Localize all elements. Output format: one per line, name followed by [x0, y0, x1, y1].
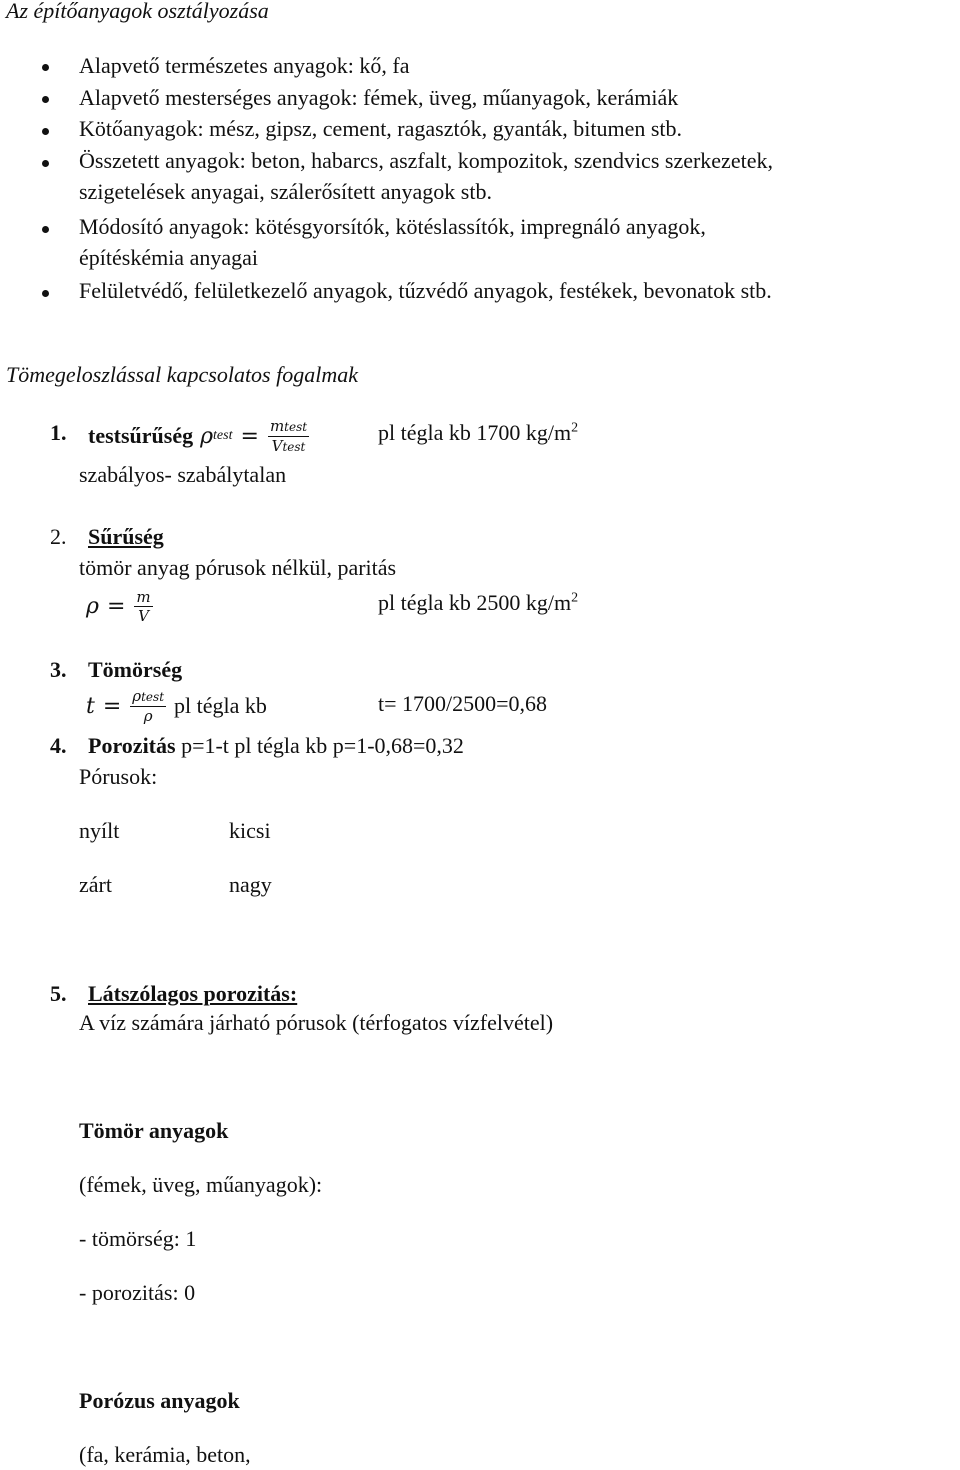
- solid-materials-title: Tömör anyagok: [79, 1118, 229, 1143]
- item-label: Porozitás: [88, 733, 176, 758]
- item-label: Sűrűség: [88, 524, 164, 549]
- rho-symbol: ρ: [200, 423, 214, 449]
- item-number: 3.: [50, 657, 67, 682]
- bullet-dot: [42, 128, 49, 135]
- pore-type: zárt: [79, 872, 112, 897]
- solid-porosity: - porozitás: 0: [79, 1280, 196, 1305]
- fraction: [134, 588, 152, 625]
- density-formula: [86, 584, 157, 628]
- item-number: 5.: [50, 981, 67, 1006]
- denominator: ρ: [143, 707, 153, 725]
- equals-sign: =: [240, 423, 259, 449]
- item-label: Látszólagos porozitás:: [88, 981, 298, 1006]
- calculation: t= 1700/2500=0,68: [378, 691, 548, 716]
- numerator: ρ: [132, 687, 142, 705]
- example-value: pl tégla kb: [174, 693, 267, 718]
- item-note: szabályos- szabálytalan: [79, 462, 287, 487]
- bullet-dot: [42, 290, 49, 297]
- equals-sign: =: [106, 593, 126, 619]
- example-value: pl tégla kb 1700 $kg/m^2$: [378, 420, 579, 445]
- item-number: 1.: [50, 420, 67, 445]
- list-item: Alapvető természetes anyagok: kő, fa: [79, 53, 410, 78]
- t-symbol: t: [86, 693, 95, 719]
- pore-size: kicsi: [229, 818, 271, 843]
- fraction: [268, 417, 309, 456]
- item-number: 2.: [50, 524, 67, 549]
- list-item: Összetett anyagok: beton, habarcs, aszfalt, kompozitok, szendvics szerkezetek,: [79, 148, 773, 173]
- porous-materials-desc: (fa, kerámia, beton,: [79, 1442, 251, 1467]
- numerator-sub: test: [284, 419, 308, 434]
- equals-sign: =: [102, 693, 122, 719]
- item-label: testsűrűség: [88, 423, 194, 448]
- list-item-continuation: szigetelések anyagai, szálerősített anyagok stb.: [79, 179, 492, 204]
- denominator: V: [271, 436, 283, 455]
- list-item: Módosító anyagok: kötésgyorsítók, kötéslassítók, impregnáló anyagok,: [79, 214, 706, 239]
- fraction: [130, 687, 166, 725]
- list-item-continuation: építéskémia anyagai: [79, 245, 258, 270]
- porosity-line: [88, 733, 464, 759]
- list-item: Felületvédő, felületkezelő anyagok, tűzvédő anyagok, festékek, bevonatok stb.: [79, 278, 772, 303]
- density-formula: [88, 408, 313, 464]
- rho-symbol: ρ: [86, 593, 99, 619]
- denominator-sub: test: [282, 439, 306, 454]
- subscript: test: [213, 428, 233, 443]
- pore-size: nagy: [229, 872, 272, 897]
- item-desc: tömör anyag pórusok nélkül, paritás: [79, 555, 397, 580]
- compactness-formula: [86, 684, 267, 728]
- bullet-dot: [42, 226, 49, 233]
- bullet-dot: [42, 96, 49, 103]
- porosity-calc: p=1-t pl tégla kb p=1-0,68=0,32: [175, 733, 464, 758]
- numerator-sub: test: [141, 690, 165, 704]
- page-title: Az építőanyagok osztályozása: [6, 0, 269, 23]
- numerator: m: [269, 416, 285, 435]
- item-label: Tömörség: [88, 657, 183, 682]
- section-title: Tömegeloszlással kapcsolatos fogalmak: [6, 362, 358, 387]
- item-number: 4.: [50, 733, 67, 758]
- denominator: V: [138, 606, 149, 625]
- bullet-dot: [42, 160, 49, 167]
- bullet-dot: [42, 64, 49, 71]
- example-value: pl tégla kb 2500 $kg/m^2$: [378, 590, 579, 615]
- solid-compactness: - tömörség: 1: [79, 1226, 197, 1251]
- numerator: m: [136, 587, 151, 606]
- list-item: Alapvető mesterséges anyagok: fémek, üveg, műanyagok, kerámiák: [79, 85, 679, 110]
- pore-type: nyílt: [79, 818, 120, 843]
- item-desc: A víz számára járható pórusok (térfogatos vízfelvétel): [79, 1010, 554, 1035]
- solid-materials-desc: (fémek, üveg, műanyagok):: [79, 1172, 323, 1197]
- pores-label: Pórusok:: [79, 764, 158, 789]
- list-item: Kötőanyagok: mész, gipsz, cement, ragasztók, gyanták, bitumen stb.: [79, 116, 683, 141]
- porous-materials-title: Porózus anyagok: [79, 1388, 240, 1413]
